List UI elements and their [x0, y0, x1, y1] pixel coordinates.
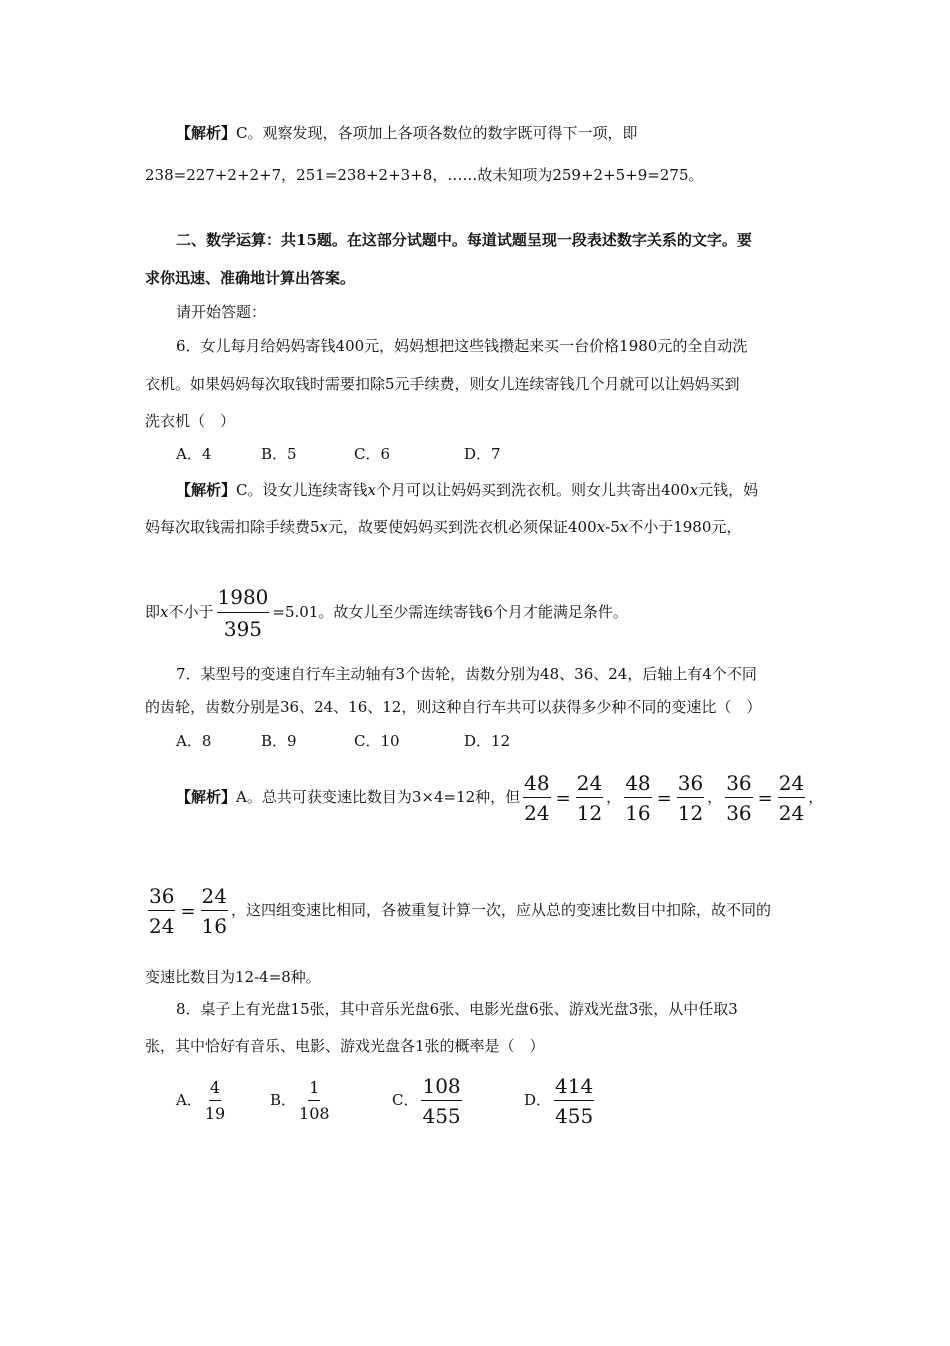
equals-sign: =: [757, 787, 773, 809]
q6-option-d: D．7: [464, 445, 501, 463]
fraction-denominator: 395: [223, 617, 263, 641]
q6-exp-text: 个月可以让妈妈买到洗衣机。则女儿共寄出400: [375, 481, 690, 499]
fraction-numerator: 108: [421, 1074, 461, 1101]
fraction-denominator: 455: [555, 1104, 594, 1128]
q7-explanation-line2: [145, 884, 771, 938]
fraction-denominator: 24: [524, 801, 550, 825]
q7-exp-text: A。总共可获变速比数目为3×4=12种，但: [236, 788, 521, 806]
q7-line2: 的齿轮，齿数分别是36、24、16、12，则这种自行车共可以获得多少种不同的变速比（ ）: [145, 698, 762, 716]
equals-sign: =: [656, 787, 672, 809]
fraction-denominator: 24: [149, 914, 175, 938]
q6-exp-var: x: [319, 518, 329, 536]
q7-option-a: A．8: [176, 732, 212, 750]
q7-fraction: [576, 771, 603, 825]
q6-exp-text: =5.01。故女儿至少需连续寄钱6个月才能满足条件。: [272, 603, 628, 621]
q7-fraction: [624, 771, 651, 825]
q6-exp-text: 妈每次取钱需扣除手续费5: [145, 518, 320, 536]
equals-sign: =: [180, 900, 196, 922]
option-fraction: [299, 1078, 330, 1124]
section-heading-line1: 二、数学运算：共15题。在这部分试题中。每道试题呈现一段表述数字关系的文字。要: [176, 231, 752, 249]
comma: ，: [707, 788, 723, 806]
fraction-denominator: 24: [778, 801, 805, 825]
q7-fraction: [725, 771, 752, 825]
fraction-denominator: 12: [576, 801, 603, 825]
start-prompt: 请开始答题：: [176, 303, 267, 321]
q6-option-a: A．4: [176, 445, 212, 463]
option-label: A．: [176, 1091, 202, 1109]
option-label: C．: [392, 1091, 419, 1109]
q7-option-b: B．9: [261, 732, 297, 750]
option-fraction: [554, 1074, 594, 1128]
q7-explanation-line3: 变速比数目为12-4=8种。: [145, 968, 321, 986]
q8-option-d: [524, 1074, 597, 1128]
equals-sign: =: [555, 787, 571, 809]
q8-option-c: [392, 1074, 465, 1128]
q8-option-a: [176, 1078, 228, 1124]
q7-fraction: [523, 771, 550, 825]
fraction-denominator: 455: [422, 1104, 461, 1128]
q6-exp-text: 不小于: [168, 603, 214, 621]
fraction-numerator: 24: [576, 771, 603, 798]
q8-line1: 8．桌子上有光盘15张，其中音乐光盘6张、电影光盘6张、游戏光盘3张，从中任取3: [176, 1000, 738, 1018]
fraction-denominator: 16: [625, 801, 651, 825]
option-fraction: [205, 1078, 225, 1124]
q6-line1: 6．女儿每月给妈妈寄钱400元，妈妈想把这些钱攒起来买一台价格1980元的全自动洗: [176, 337, 748, 355]
fraction-numerator: 24: [778, 771, 805, 798]
q6-exp-text: 元钱，妈: [698, 481, 759, 499]
fraction-numerator: 1980: [217, 584, 270, 613]
q7-option-d: D．12: [464, 732, 511, 750]
q7-fraction: [148, 884, 175, 938]
fraction-numerator: 48: [624, 771, 651, 798]
q7-fraction: [677, 771, 704, 825]
fraction-numerator: 4: [209, 1078, 221, 1101]
explanation-label: 【解析】: [176, 124, 237, 142]
q7-fraction: [778, 771, 805, 825]
option-label: D．: [524, 1091, 552, 1109]
q6-exp-text: 不小于1980元，: [628, 518, 742, 536]
q6-fraction: [217, 584, 270, 642]
q6-exp-text: C。设女儿连续寄钱: [236, 481, 368, 499]
fraction-denominator: 36: [726, 801, 752, 825]
q7-explanation-label: 【解析】: [176, 788, 237, 806]
fraction-denominator: 16: [201, 914, 227, 938]
fraction-denominator: 108: [299, 1104, 330, 1123]
q6-option-b: B．5: [261, 445, 297, 463]
fraction-numerator: 48: [523, 771, 550, 798]
q6-line2: 衣机。如果妈妈每次取钱时需要扣除5元手续费，则女儿连续寄钱几个月就可以让妈妈买到: [145, 375, 740, 393]
q6-exp-var: x: [596, 518, 606, 536]
option-fraction: [421, 1074, 461, 1128]
fraction-numerator: 24: [201, 884, 228, 911]
q7-exp-text: ，这四组变速比相同，各被重复计算一次，应从总的变速比数目中扣除，故不同的: [231, 901, 772, 919]
q6-explanation-line1: [176, 480, 758, 500]
q6-exp-var: x: [367, 481, 376, 499]
explanation-text: C。观察发现，各项加上各项各数位的数字既可得下一项，即: [236, 124, 638, 142]
q6-option-c: C．6: [354, 445, 391, 463]
section-heading-line2: 求你迅速、准确地计算出答案。: [145, 269, 356, 287]
q8-option-b: [270, 1078, 333, 1124]
q6-line3: 洗衣机（ ）: [145, 412, 236, 430]
fraction-denominator: 12: [677, 801, 704, 825]
option-label: B．: [270, 1091, 297, 1109]
q7-fraction: [201, 884, 228, 938]
q6-exp-text: 即: [145, 603, 161, 621]
q6-explanation-line3: [145, 584, 628, 642]
q6-exp-text: -5: [605, 518, 620, 536]
explanation-prev-line2: 238=227+2+2+7，251=238+2+3+8，……故未知项为259+2+5+9=275。: [145, 166, 704, 184]
fraction-numerator: 36: [148, 884, 175, 911]
comma: ，: [808, 788, 824, 806]
q7-line1: 7．某型号的变速自行车主动轴有3个齿轮，齿数分别为48、36、24，后轴上有4个不同: [176, 665, 757, 683]
q6-explanation-line2: [145, 517, 741, 537]
fraction-denominator: 19: [204, 1104, 226, 1123]
q8-line2: 张，其中恰好有音乐、电影、游戏光盘各1张的概率是（ ）: [145, 1037, 545, 1055]
q6-exp-var: x: [619, 518, 629, 536]
q7-option-c: C．10: [354, 732, 400, 750]
q6-exp-var: x: [689, 481, 699, 499]
explanation-prev-line1: [176, 123, 638, 143]
q6-exp-text: 元，故要使妈妈买到洗衣机必须保证400: [328, 518, 597, 536]
q6-exp-var: x: [160, 603, 169, 621]
q6-explanation-label: 【解析】: [176, 481, 237, 499]
fraction-numerator: 36: [725, 771, 752, 798]
fraction-numerator: 1: [308, 1078, 320, 1101]
comma: ，: [606, 788, 622, 806]
fraction-numerator: 414: [554, 1074, 594, 1101]
fraction-numerator: 36: [677, 771, 704, 798]
q7-explanation-line1: [176, 771, 823, 825]
